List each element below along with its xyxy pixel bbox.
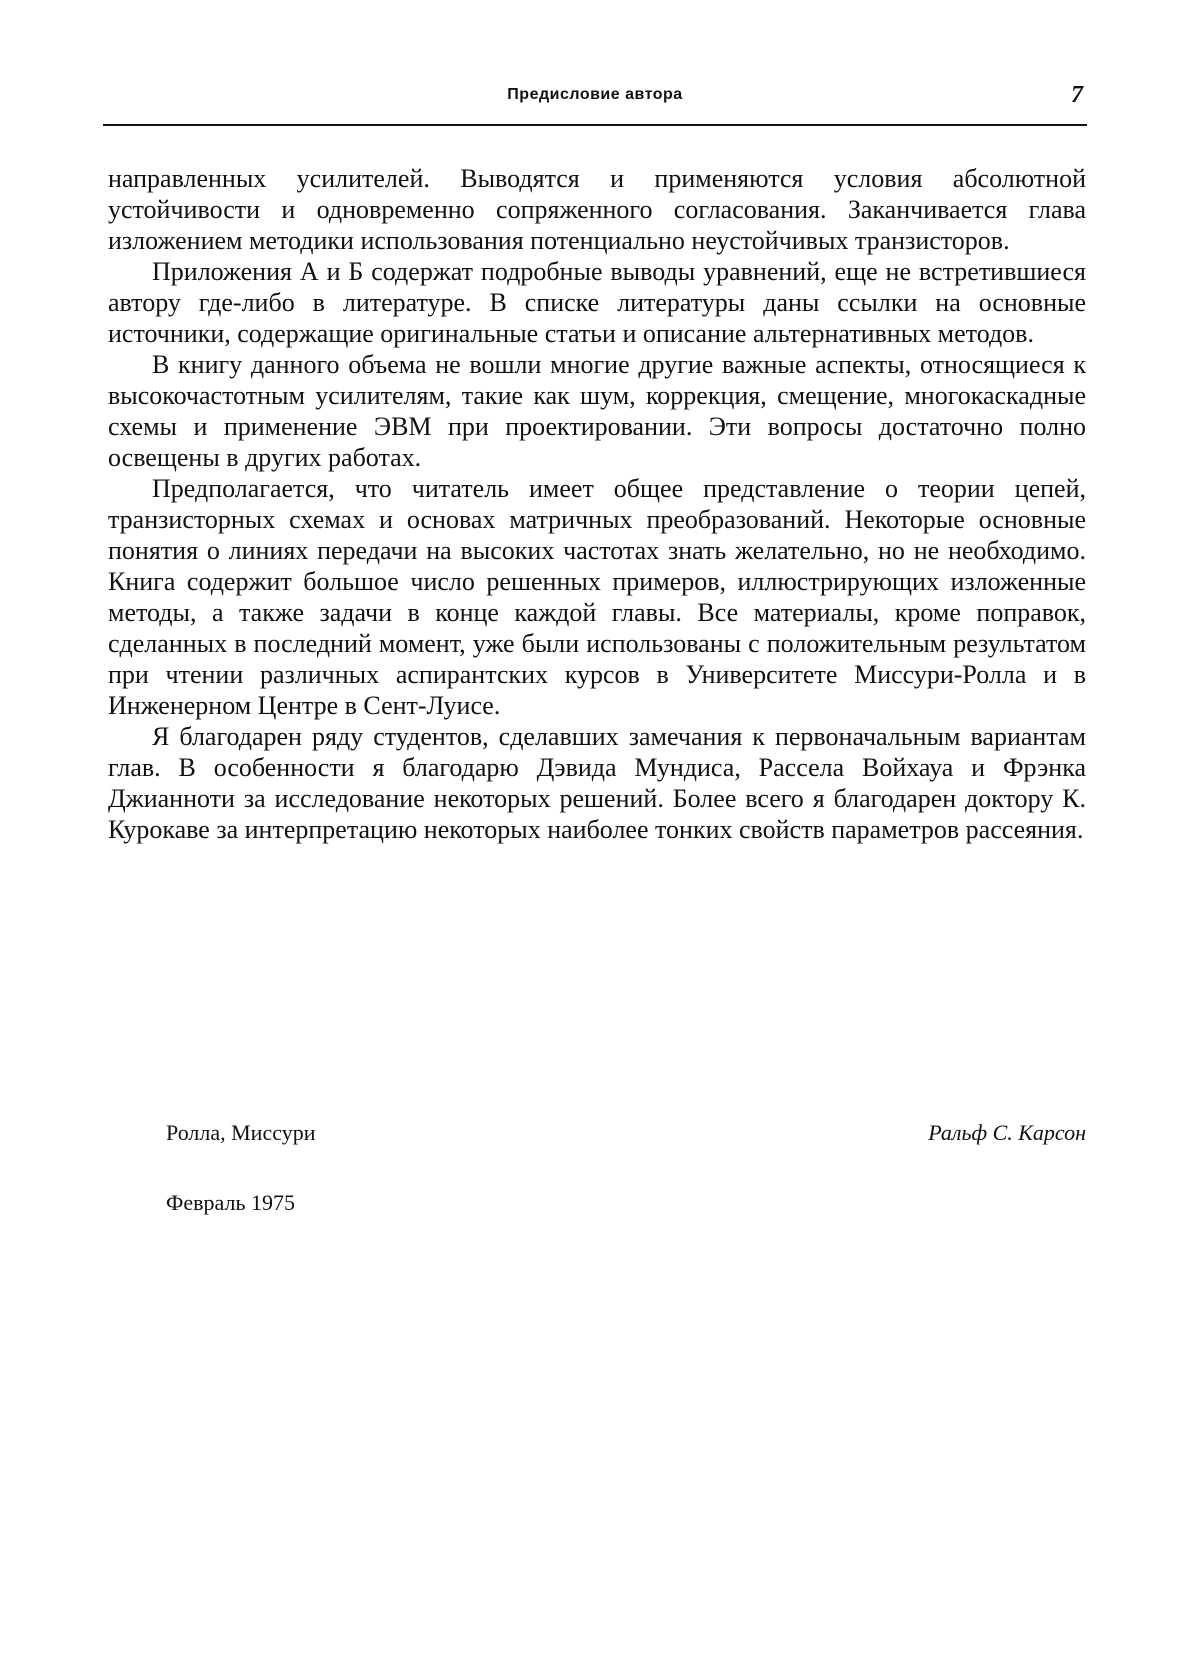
signoff-place: Ролла, Миссури: [166, 1120, 316, 1145]
paragraph-scope: В книгу данного объема не вошли многие другие важные аспекты, относящиеся к высокочастотным усилителям, такие как шум, коррекция, смещение, многокаскадные схемы и применение ЭВМ при проектировании. Эти вопросы достаточно полно освещены в других работах.: [108, 350, 1086, 472]
header-rule: [103, 124, 1087, 126]
paragraph-prerequisites: Предполагается, что читатель имеет общее представление о теории цепей, транзисторных схемах и основах матричных преобразований. Некоторые основные понятия о линиях передачи на высоких частотах знать желательно, но не необходимо. Книга содержит большое число решенных примеров, иллюстрирующих изложенные методы, а также задачи в конце каждой главы. Все материалы, кроме поправок, сделанных в последний момент, уже были использованы с положительным результатом при чтении различных аспирантских курсов в Университете Миссури-Ролла и в Инженерном Центре в Сент-Луисе.: [108, 474, 1086, 720]
paragraph-acknowledgements: Я благодарен ряду студентов, сделавших замечания к первоначальным вариантам глав. В особенности я благодарю Дэвида Мундиса, Рассела Войхауа и Фрэнка Джианноти за исследование некоторых решений. Более всего я благодарен доктору К. Курокаве за интерпретацию некоторых наиболее тонких свойств параметров рассеяния.: [108, 722, 1086, 844]
page-number: 7: [1071, 82, 1083, 108]
body-text: [108, 163, 1086, 845]
running-head: [103, 82, 1087, 110]
signoff-date: Февраль 1975: [166, 1190, 296, 1215]
signoff-author: Ральф С. Карсон: [928, 1120, 1086, 1145]
paragraph-continuation: направленных усилителей. Выводятся и применяются условия абсолютной устойчивости и одновременно сопряженного согласования. Заканчивается глава изложением методики использования потенциально неустойчивых транзисторов.: [108, 164, 1086, 255]
paragraph-appendices: Приложения А и Б содержат подробные выводы уравнений, еще не встретившиеся автору где-либо в литературе. В списке литературы даны ссылки на основные источники, содержащие оригинальные статьи и описание альтернативных методов.: [108, 257, 1086, 348]
running-title: Предисловие автора: [507, 86, 683, 103]
